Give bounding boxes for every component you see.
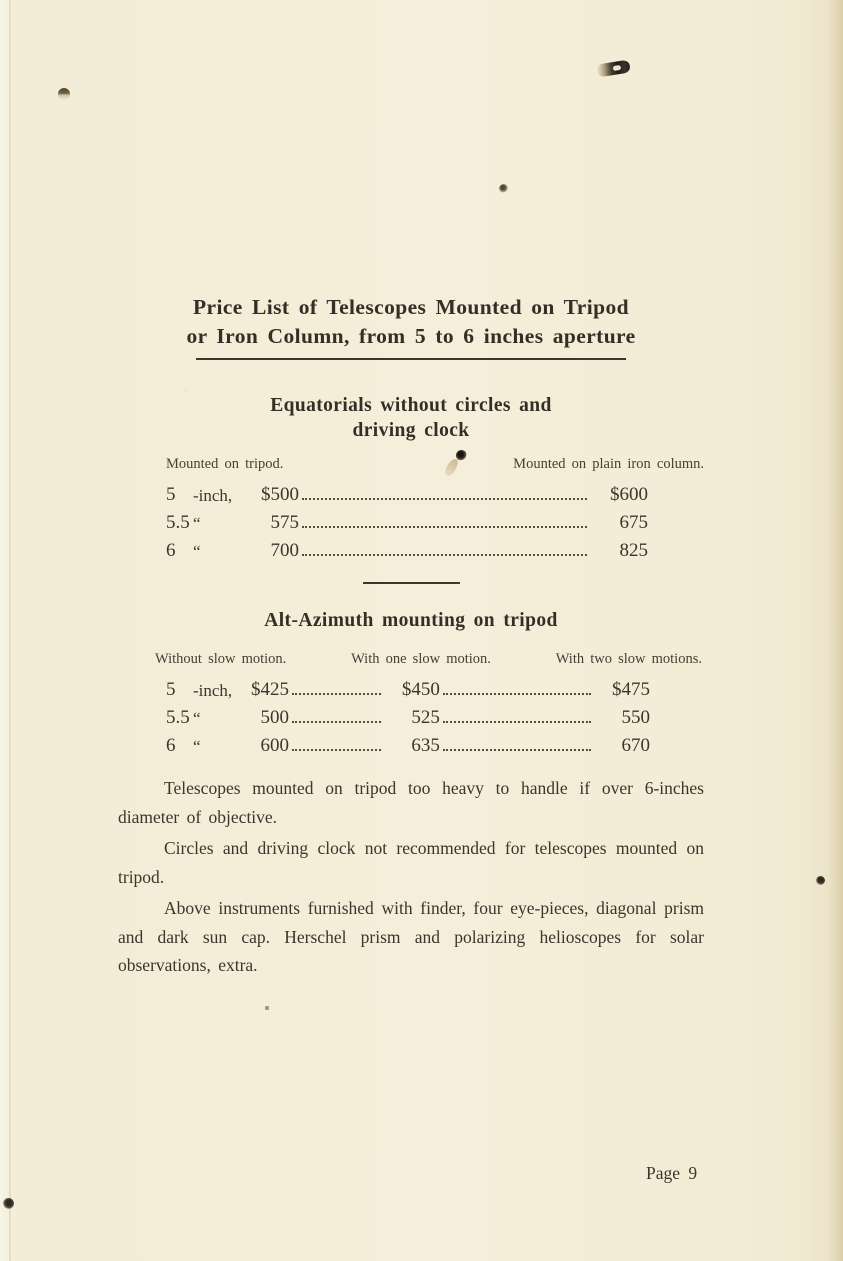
table-row xyxy=(118,534,704,562)
dotted-leader xyxy=(302,498,587,500)
price-tripod: 700 xyxy=(270,540,299,561)
price-iron-column: 825 xyxy=(619,540,648,561)
size-value: 5.5 xyxy=(166,512,190,533)
size-value: 5 xyxy=(166,484,176,505)
equatorials-heading-line2: driving clock xyxy=(352,420,470,441)
equatorials-price-table xyxy=(118,478,704,562)
scan-speck-top-left xyxy=(58,88,70,100)
page-title-line1: Price List of Telescopes Mounted on Tripod xyxy=(193,295,629,319)
note-paragraph-circles-clock: Circles and driving clock not recommended for telescopes mounted on tripod. xyxy=(118,838,704,887)
dotted-leader xyxy=(292,693,381,695)
section-divider xyxy=(363,582,460,584)
table-row xyxy=(118,701,704,729)
dotted-leader xyxy=(292,749,381,751)
price-two-slow-motions: 550 xyxy=(621,707,650,728)
table-row xyxy=(118,478,704,506)
table-row xyxy=(118,729,704,757)
dotted-leader xyxy=(443,749,591,751)
table-row xyxy=(118,673,704,701)
dotted-leader xyxy=(292,721,381,723)
price-iron-column: $600 xyxy=(610,484,648,505)
size-unit: -inch, xyxy=(193,681,233,700)
page-edge-crease xyxy=(9,0,11,1261)
dotted-leader xyxy=(443,721,591,723)
price-two-slow-motions: 670 xyxy=(621,735,650,756)
alt-azimuth-column-headers xyxy=(118,651,704,668)
size-unit: “ xyxy=(193,709,201,728)
dotted-leader xyxy=(443,693,591,695)
table-row xyxy=(118,506,704,534)
equatorials-column-headers xyxy=(118,456,704,473)
size-value: 6 xyxy=(166,735,176,756)
equatorials-heading-line1: Equatorials without circles and xyxy=(270,395,552,416)
scan-mark-highlight xyxy=(613,65,622,71)
price-one-slow-motion: 635 xyxy=(411,735,440,756)
alt-azimuth-price-table xyxy=(118,673,704,757)
title-underline xyxy=(196,358,626,360)
price-no-slow-motion: 600 xyxy=(260,735,289,756)
col-header-one-slow-motion: With one slow motion. xyxy=(351,651,491,667)
scan-speck-bottom-left xyxy=(3,1198,14,1209)
price-no-slow-motion: $425 xyxy=(251,679,289,700)
ink-blot-dot xyxy=(456,450,467,461)
col-header-mounted-on-tripod: Mounted on tripod. xyxy=(166,456,284,472)
note-paragraph-accessories: Above instruments furnished with finder, four eye-pieces, diagonal prism and dark sun cap. Herschel prism and polarizing helioscopes for solar observations, extra. xyxy=(118,898,704,975)
ink-blot xyxy=(445,449,471,479)
col-header-mounted-on-iron-column: Mounted on plain iron column. xyxy=(513,456,704,472)
scan-speck-right-edge xyxy=(816,876,825,885)
equatorials-heading xyxy=(118,393,704,443)
size-value: 5.5 xyxy=(166,707,190,728)
page-title xyxy=(118,293,704,351)
dotted-leader xyxy=(302,554,587,556)
col-header-two-slow-motions: With two slow motions. xyxy=(555,651,702,667)
page-content xyxy=(118,293,704,980)
price-iron-column: 675 xyxy=(619,512,648,533)
size-unit: “ xyxy=(193,737,201,756)
page-number: Page 9 xyxy=(646,1163,698,1183)
size-unit: “ xyxy=(193,514,201,533)
scan-speck-upper-center xyxy=(499,184,508,193)
size-value: 6 xyxy=(166,540,176,561)
col-header-without-slow-motion: Without slow motion. xyxy=(155,651,287,667)
note-paragraph-tripod-weight: Telescopes mounted on tripod too heavy to handle if over 6-inches diameter of objective. xyxy=(118,778,704,827)
dotted-leader xyxy=(302,526,587,528)
size-unit: “ xyxy=(193,542,201,561)
scan-mark-top-right xyxy=(596,59,631,77)
price-tripod: 575 xyxy=(270,512,299,533)
price-one-slow-motion: 525 xyxy=(411,707,440,728)
page-title-line2: or Iron Column, from 5 to 6 inches aperture xyxy=(186,324,636,348)
scan-speck-tiny xyxy=(265,1006,269,1010)
price-two-slow-motions: $475 xyxy=(612,679,650,700)
price-one-slow-motion: $450 xyxy=(401,679,440,700)
size-value: 5 xyxy=(166,679,176,700)
alt-azimuth-heading: Alt-Azimuth mounting on tripod xyxy=(264,610,558,631)
size-unit: -inch, xyxy=(193,486,233,505)
price-tripod: $500 xyxy=(261,484,299,505)
price-no-slow-motion: 500 xyxy=(260,707,289,728)
